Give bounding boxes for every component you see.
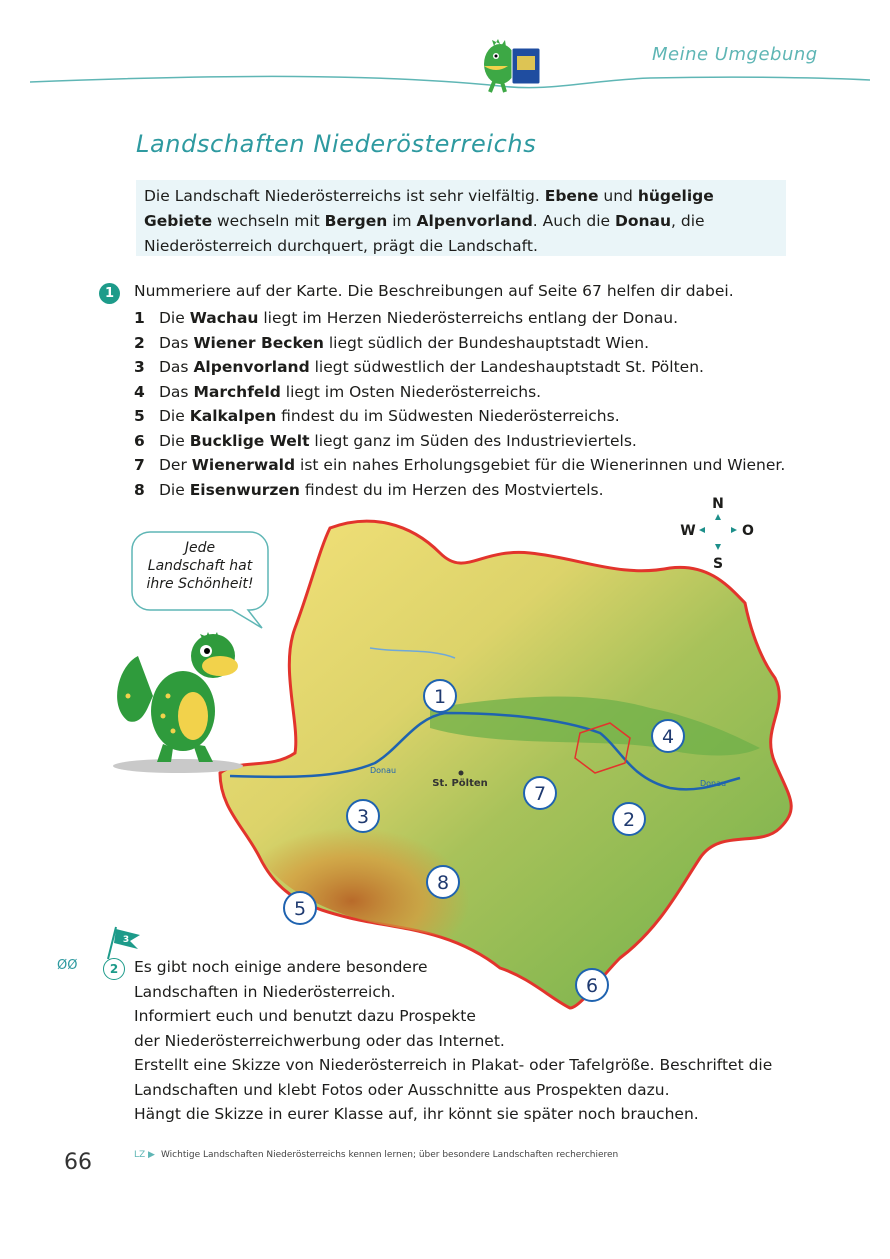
item-text: Das bbox=[159, 382, 194, 401]
learning-goal-text: Wichtige Landschaften Niederösterreichs kennen lernen; über besondere Landschaften recherchieren bbox=[160, 1150, 619, 1160]
intro-text: im bbox=[387, 212, 417, 230]
svg-text:8: 8 bbox=[436, 872, 450, 894]
item-keyword: Bucklige Welt bbox=[189, 431, 310, 450]
item-number: 4 bbox=[134, 382, 145, 401]
list-item bbox=[134, 331, 785, 356]
compass-west: W bbox=[680, 523, 696, 539]
task-2-line: Informiert euch und benutzt dazu Prospekte bbox=[134, 1007, 476, 1025]
item-keyword: Alpenvorland bbox=[193, 358, 310, 376]
speech-line: Jede bbox=[184, 540, 216, 556]
intro-text: und bbox=[598, 187, 638, 205]
intro-bold: Alpenvorland bbox=[416, 212, 533, 230]
item-text: liegt südlich der Bundeshauptstadt Wien. bbox=[323, 333, 649, 352]
partner-work-icon: ØØ bbox=[57, 958, 78, 973]
intro-text: wechseln mit bbox=[212, 212, 325, 230]
header-wave-line bbox=[30, 70, 870, 100]
item-keyword: Eisenwurzen bbox=[189, 480, 300, 499]
svg-text:6: 6 bbox=[585, 975, 599, 997]
item-text: Der bbox=[159, 456, 192, 474]
task-2-line: Erstellt eine Skizze von Niederösterreich in Plakat- oder Tafelgröße. Beschriftet die bbox=[134, 1056, 773, 1074]
intro-bold: Bergen bbox=[324, 212, 388, 230]
task-2-line: Es gibt noch einige andere besondere bbox=[134, 958, 428, 976]
item-number: 6 bbox=[134, 431, 145, 450]
task-1-instruction: Nummeriere auf der Karte. Die Beschreibungen auf Seite 67 helfen dir dabei. bbox=[134, 282, 734, 300]
list-item bbox=[134, 453, 785, 478]
river-label: Donau bbox=[700, 779, 727, 788]
item-keyword: Marchfeld bbox=[193, 382, 281, 401]
item-keyword: Kalkalpen bbox=[189, 407, 277, 425]
svg-text:3: 3 bbox=[356, 806, 370, 828]
list-item bbox=[134, 404, 785, 429]
compass-south: S bbox=[712, 556, 724, 572]
dragon-mascot-icon bbox=[108, 626, 253, 776]
item-text: Das bbox=[159, 358, 194, 376]
item-text: liegt südwestlich der Landeshauptstadt St. Pölten. bbox=[309, 358, 704, 376]
list-item bbox=[134, 355, 785, 380]
item-text: Die bbox=[159, 309, 190, 327]
page-title: Landschaften Niederösterreichs bbox=[136, 130, 537, 158]
svg-text:4: 4 bbox=[661, 726, 675, 748]
item-number: 5 bbox=[134, 407, 145, 425]
map-label-5 bbox=[284, 892, 316, 924]
task-2-line: Landschaften in Niederösterreich. bbox=[134, 982, 396, 1001]
intro-text: Die Landschaft Niederösterreichs ist sehr vielfältig. bbox=[144, 187, 545, 205]
intro-text: . Auch die bbox=[532, 212, 615, 230]
st-poelten-marker bbox=[459, 771, 464, 776]
list-item bbox=[134, 380, 785, 405]
task-1-number: 1 bbox=[99, 283, 120, 304]
item-text: findest du im Herzen des Mostviertels. bbox=[299, 480, 604, 499]
item-text: findest du im Südwesten Niederösterreichs. bbox=[276, 407, 620, 425]
section-label: Meine Umgebung bbox=[652, 44, 818, 65]
river-label: Donau bbox=[370, 766, 397, 775]
list-item bbox=[134, 429, 785, 454]
list-item bbox=[134, 306, 785, 331]
intro-bold: hügelige Gebiete bbox=[144, 187, 714, 230]
item-keyword: Wienerwald bbox=[191, 456, 296, 474]
item-text: Die bbox=[159, 480, 190, 499]
item-number: 2 bbox=[134, 333, 145, 352]
map-label-4 bbox=[652, 720, 684, 752]
svg-text:5: 5 bbox=[293, 898, 307, 920]
task-2-line: der Niederösterreichwerbung oder das Internet. bbox=[134, 1031, 505, 1050]
item-number: 3 bbox=[134, 358, 145, 376]
task-1-list bbox=[134, 306, 785, 502]
item-keyword: Wachau bbox=[189, 309, 259, 327]
lower-austria-map bbox=[200, 508, 810, 1028]
flag-level: 3 bbox=[122, 935, 130, 945]
dragon-crest-icon bbox=[474, 34, 546, 96]
svg-text:1: 1 bbox=[433, 686, 447, 708]
intro-bold: Donau bbox=[614, 212, 672, 230]
intro-box bbox=[136, 180, 786, 256]
item-number: 8 bbox=[134, 480, 145, 499]
learning-goal-marker: LZ ▶ bbox=[134, 1150, 155, 1160]
map-label-7 bbox=[524, 777, 556, 809]
item-text: liegt im Herzen Niederösterreichs entlang der Donau. bbox=[258, 309, 679, 327]
item-keyword: Wiener Becken bbox=[193, 333, 324, 352]
speech-bubble bbox=[130, 530, 270, 630]
item-number: 7 bbox=[134, 456, 145, 474]
speech-line: Landschaft hat bbox=[147, 558, 253, 574]
map-label-3 bbox=[347, 800, 379, 832]
map-label-1 bbox=[424, 680, 456, 712]
task-2-line: Landschaften und klebt Fotos oder Ausschnitte aus Prospekten dazu. bbox=[134, 1080, 670, 1099]
item-text: ist ein nahes Erholungsgebiet für die Wienerinnen und Wiener. bbox=[295, 456, 786, 474]
intro-bold: Ebene bbox=[544, 187, 599, 205]
item-text: Die bbox=[159, 431, 190, 450]
map-label-2 bbox=[613, 803, 645, 835]
task-2-line: Hängt die Skizze in eurer Klasse auf, ihr könnt sie später noch brauchen. bbox=[134, 1105, 699, 1123]
speech-line: ihre Schönheit! bbox=[146, 576, 254, 592]
item-number: 1 bbox=[134, 309, 145, 327]
svg-text:7: 7 bbox=[533, 783, 547, 805]
compass-north: N bbox=[712, 496, 724, 512]
task-2-number: 2 bbox=[103, 958, 125, 980]
level-flag-icon bbox=[104, 925, 144, 959]
svg-text:2: 2 bbox=[622, 809, 636, 831]
item-text: liegt ganz im Süden des Industrieviertels. bbox=[309, 431, 637, 450]
page-number: 66 bbox=[64, 1150, 92, 1175]
map-label-8 bbox=[427, 866, 459, 898]
compass-east: O bbox=[742, 523, 754, 539]
item-text: liegt im Osten Niederösterreichs. bbox=[280, 382, 542, 401]
task-2-text bbox=[134, 955, 772, 1127]
item-text: Die bbox=[159, 407, 190, 425]
intro-text: , die Niederösterreich durchquert, prägt die Landschaft. bbox=[144, 212, 705, 255]
st-poelten-label: St. Pölten bbox=[432, 778, 488, 789]
item-text: Das bbox=[159, 333, 194, 352]
learning-goal bbox=[134, 1150, 618, 1160]
